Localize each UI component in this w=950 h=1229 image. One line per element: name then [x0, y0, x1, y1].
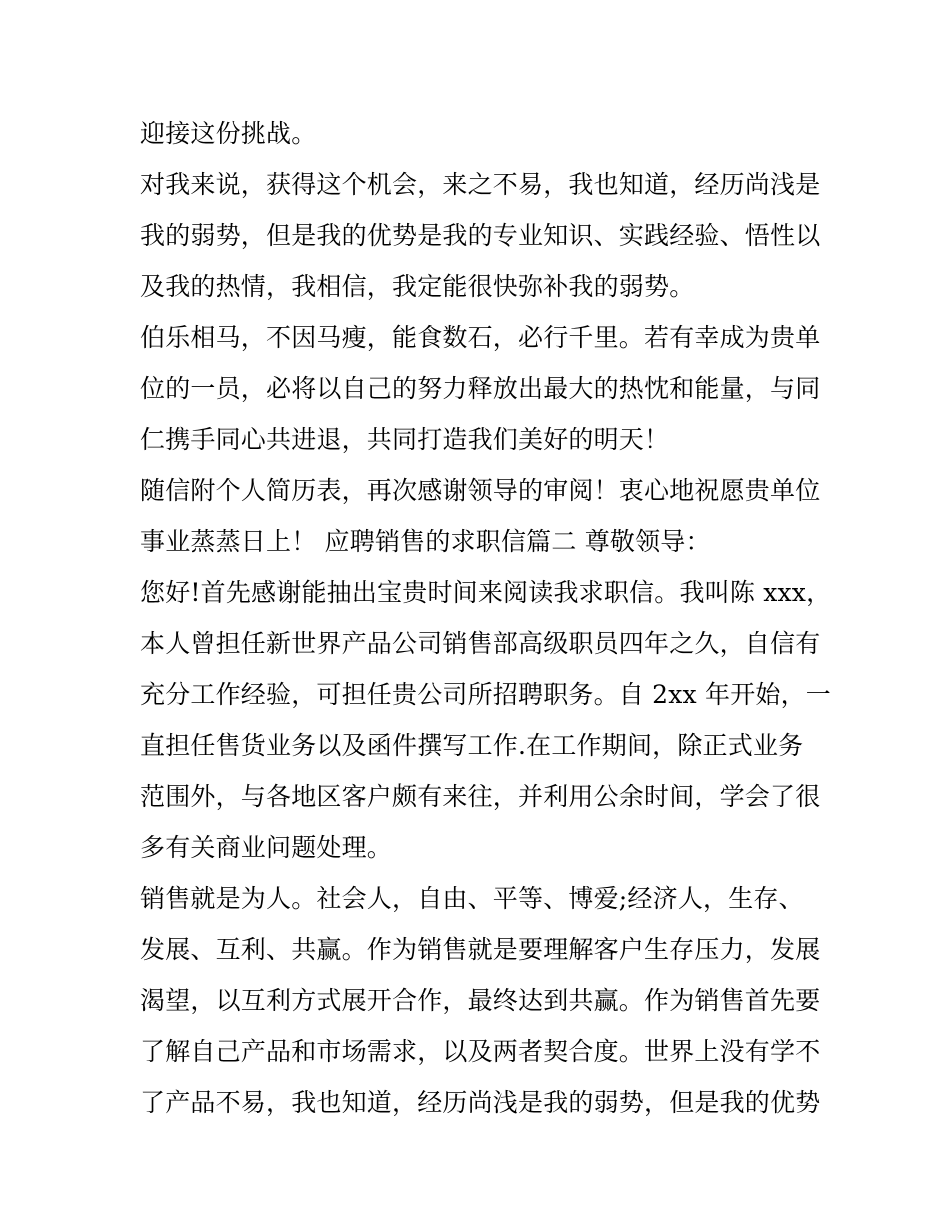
text-line: 随信附个人简历表，再次感谢领导的审阅！衷心地祝愿贵单位	[140, 476, 821, 505]
text-line: 仁携手同心共进退，共同打造我们美好的明天！	[140, 425, 670, 454]
text-line: 了产品不易，我也知道，经历尚浅是我的弱势，但是我的优势	[140, 1088, 821, 1117]
text-line: 伯乐相马，不因马瘦，能食数石，必行千里。若有幸成为贵单	[140, 323, 821, 352]
document-body	[140, 108, 832, 1128]
text-line: 多有关商业问题处理。	[140, 833, 393, 862]
text-line: 位的一员，必将以自己的努力释放出最大的热忱和能量，与同	[140, 374, 821, 403]
text-line: 渴望，以互利方式展开合作，最终达到共赢。作为销售首先要	[140, 986, 821, 1015]
text-line: 事业蒸蒸日上！ 应聘销售的求职信篇二 尊敬领导：	[140, 527, 711, 556]
text-line: 我的弱势，但是我的优势是我的专业知识、实践经验、悟性以	[140, 221, 821, 250]
text-line: 范围外，与各地区客户颇有来往，并利用公余时间，学会了很	[140, 782, 821, 811]
text-line: 您好!首先感谢能抽出宝贵时间来阅读我求职信。我叫陈 xxx，	[140, 578, 832, 607]
text-line: 迎接这份挑战。	[140, 119, 317, 148]
text-line: 发展、互利、共赢。作为销售就是要理解客户生存压力，发展	[140, 935, 821, 964]
text-line: 本人曾担任新世界产品公司销售部高级职员四年之久，自信有	[140, 629, 821, 658]
text-line: 销售就是为人。社会人，自由、平等、博爱;经济人，生存、	[140, 884, 804, 913]
text-line: 及我的热情，我相信，我定能很快弥补我的弱势。	[140, 272, 695, 301]
text-line: 对我来说，获得这个机会，来之不易，我也知道，经历尚浅是	[140, 170, 821, 199]
text-line: 直担任售货业务以及函件撰写工作.在工作期间，除正式业务	[140, 731, 804, 760]
text-line: 了解自己产品和市场需求，以及两者契合度。世界上没有学不	[140, 1037, 821, 1066]
text-line: 充分工作经验，可担任贵公司所招聘职务。自 2xx 年开始，一	[140, 680, 831, 709]
